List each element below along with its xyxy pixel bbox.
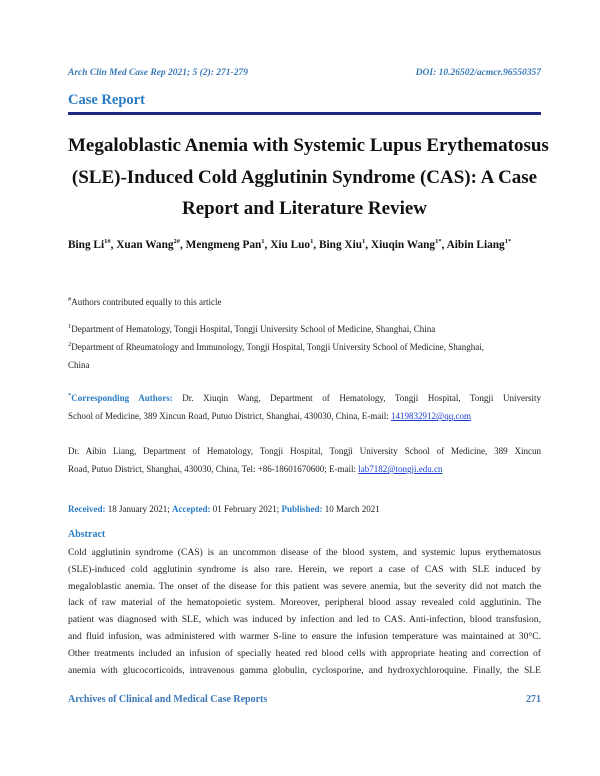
abstract-heading: Abstract [68,529,106,540]
running-header [68,68,541,78]
doi: DOI: 10.26502/acmcr.96550357 [415,68,541,78]
article-title [68,130,549,225]
abstract-body: Cold agglutinin syndrome (CAS) is an uncommon disease of the blood system, and systemic lupus erythematosus (SLE)-induced cold agglutinin syndrome is also rare. Herein, we report a case of CAS with SLE induced by megaloblastic anemia. The onset of the disease for this patient was severe anemia, but the severity did not match the lack of raw material of the hematopoietic system. Moreover, peripheral blood assay revealed cold agglutinin. The patient was diagnosed with SLE, which was induced by infection and led to CAS. Anti-infection, blood transfusion, and fluid infusion, was administered with warmer S-line to ensure the infusion temperature was maintained at 30°C. Other treatments included an infusion of specially heated red blood cells with appropriate heating and correction of anemia with glucocorticoids, intravenous gamma globulin, cyclosporine, and hydroxychloroquine. Finally, the SLE [68,547,541,676]
page-number: 271 [526,694,541,705]
header-divider [68,112,541,115]
author: Bing $Li^{1\#}$, [68,238,114,251]
title-line: Report and Literature Review [181,198,427,219]
email-link[interactable]: 1419832912@qq.com [390,411,472,421]
author: Mengmeng Pan$^1$, [185,238,268,251]
section-label: Case Report [68,92,145,108]
author: Xiuqin Wang$^{1*}$, [370,238,445,251]
title-line: Megaloblastic Anemia with Systemic Lupus Erythematosus [68,135,549,156]
email-link[interactable]: lab7182@tongji.edu.cn [358,464,443,474]
author: Xiu Luo$^1$, [270,238,317,251]
author: Aibin Liang$^{1*}$ [446,238,512,251]
page-footer [68,694,541,705]
author-list [68,232,541,259]
article-dates: Received: 18 January 2021; Accepted: 01 February 2021; Published: 10 March 2021 [68,504,380,514]
citation: Arch Clin Med Case Rep 2021; 5 (2): 271-279 [68,68,248,78]
affiliations: $^1$Department of Hematology, Tongji Hospital, Tongji University School of Medicine, Shanghai, China $^2$Department of Rheumatology and Immunology, Tongji Hospital, Tongji University School of Medicine, Shanghai, China [68,323,485,370]
author: Bing Xiu$^1$, [318,238,369,251]
author: Xuan Wang$^{2\#}$, [116,238,183,251]
journal-name: Archives of Clinical and Medical Case Reports [68,694,268,705]
title-line: (SLE)-Induced Cold Agglutinin Syndrome (CAS): A Case [71,166,538,188]
equal-contribution-note: #Authors contributed equally to this article [68,296,222,307]
corresponding-authors: *Corresponding Authors: Dr. Xiuqin Wang, Department of Hematology, Tongji Hospital, Tongji University School of Medicine, 389 Xincun Road, Putuo District, Shanghai, 430030, China, E-mail: 1419832912@qq.com Dr. Aibin Liang, Department of Hematology, Tongji Hospital, Tongji University School of Medicine, 389 Xincun Road, Putuo District, Shanghai, 430030, China, Tel: +86-18601670600; E-mail: lab7182@tongji.edu.cn [68,392,542,474]
